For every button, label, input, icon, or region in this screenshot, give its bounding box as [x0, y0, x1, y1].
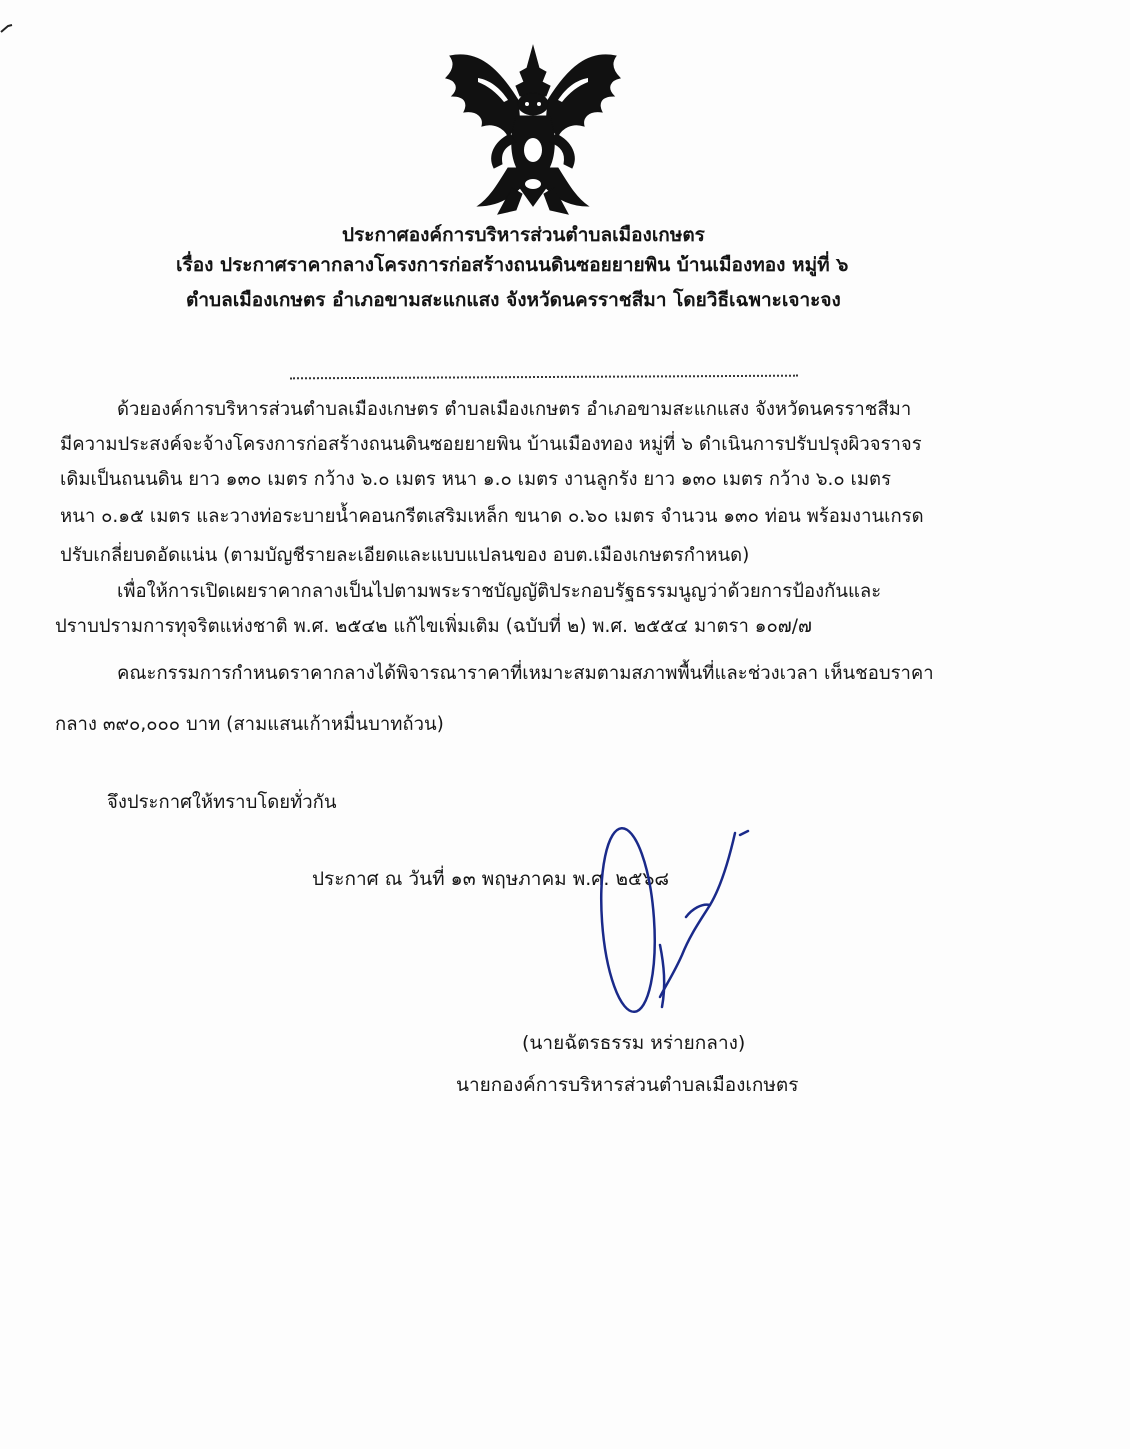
scan-mark-icon: [0, 20, 18, 36]
separator-line: [290, 375, 798, 380]
signatory-name: (นายฉัตรธรรม หร่ายกลาง): [522, 1032, 746, 1054]
paragraph-line: คณะกรรมการกำหนดราคากลางได้พิจารณาราคาที่เหมาะสมตามสภาพพื้นที่และช่วงเวลา เห็นชอบราคา: [117, 663, 934, 684]
paragraph-line: ปรับเกลี่ยบดอัดแน่น (ตามบัญชีรายละเอียดและแบบแปลนของ อบต.เมืองเกษตรกำหนด): [60, 545, 750, 566]
paragraph-line: มีความประสงค์จะจ้างโครงการก่อสร้างถนนดินซอยยายพิน บ้านเมืองทอง หมู่ที่ ๖ ดำเนินการปรับปรุงผิวจราจร: [60, 434, 922, 455]
announcement-location: ตำบลเมืองเกษตร อำเภอขามสะแกแสง จังหวัดนครราชสีมา โดยวิธีเฉพาะเจาะจง: [186, 289, 841, 311]
announcement-date: ประกาศ ณ วันที่ ๑๓ พฤษภาคม พ.ศ. ๒๕๖๘: [312, 868, 670, 890]
announcement-subject: เรื่อง ประกาศราคากลางโครงการก่อสร้างถนนดินซอยยายพิน บ้านเมืองทอง หมู่ที่ ๖: [176, 254, 849, 276]
paragraph-line: ปราบปรามการทุจริตแห่งชาติ พ.ศ. ๒๕๔๒ แก้ไขเพิ่มเติม (ฉบับที่ ๒) พ.ศ. ๒๕๕๔ มาตรา ๑๐๗/๗: [55, 616, 812, 637]
announcement-title: ประกาศองค์การบริหารส่วนตำบลเมืองเกษตร: [342, 224, 705, 246]
signatory-position: นายกองค์การบริหารส่วนตำบลเมืองเกษตร: [456, 1074, 799, 1096]
paragraph-line: เดิมเป็นถนนดิน ยาว ๑๓๐ เมตร กว้าง ๖.๐ เมตร หนา ๑.๐ เมตร งานลูกรัง ยาว ๑๓๐ เมตร กว้าง ๖.๐ เมตร: [60, 469, 892, 490]
paragraph-line: เพื่อให้การเปิดเผยราคากลางเป็นไปตามพระราชบัญญัติประกอบรัฐธรรมนูญว่าด้วยการป้องกันและ: [117, 581, 882, 602]
paragraph-line: กลาง ๓๙๐,๐๐๐ บาท (สามแสนเก้าหมื่นบาทถ้วน): [55, 714, 444, 735]
handwritten-signature: [590, 825, 760, 1025]
closing-statement: จึงประกาศให้ทราบโดยทั่วกัน: [107, 792, 337, 813]
garuda-emblem-icon: [438, 38, 628, 218]
paragraph-line: ด้วยองค์การบริหารส่วนตำบลเมืองเกษตร ตำบลเมืองเกษตร อำเภอขามสะแกแสง จังหวัดนครราชสีมา: [117, 399, 912, 420]
paragraph-line: หนา ๐.๑๕ เมตร และวางท่อระบายน้ำคอนกรีตเสริมเหล็ก ขนาด ๐.๖๐ เมตร จำนวน ๑๓๐ ท่อน พร้อมงานเกรด: [60, 506, 924, 527]
